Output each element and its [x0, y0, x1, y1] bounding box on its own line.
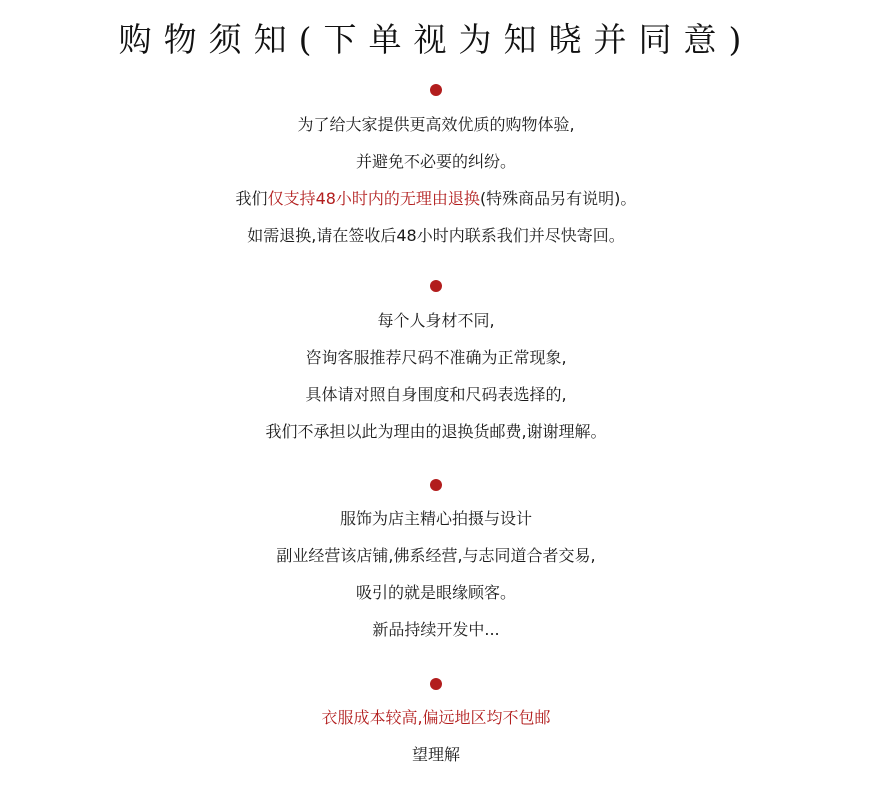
section-1-bullet-dot [430, 84, 442, 96]
section-3-line-4: 新品持续开发中... [372, 620, 500, 639]
section-2-bullet-dot [430, 280, 442, 292]
line-suffix: (特殊商品另有说明)。 [479, 189, 637, 208]
section-3-bullet-dot [430, 479, 442, 491]
section-1-line-4: 如需退换,请在签收后48小时内联系我们并尽快寄回。 [247, 226, 625, 245]
page-title: 购物须知(下单视为知晓并同意) [118, 20, 754, 59]
section-2-line-3: 具体请对照自身围度和尺码表选择的, [305, 385, 567, 404]
section-4-line-2: 望理解 [411, 745, 460, 764]
section-3-line-3: 吸引的就是眼缘顾客。 [355, 583, 516, 602]
line-prefix: 我们 [235, 189, 268, 208]
section-1-line-3 [0, 189, 872, 209]
shipping-notice-highlight: 衣服成本较高,偏远地区均不包邮 [321, 708, 551, 727]
section-2-line-4: 我们不承担以此为理由的退换货邮费,谢谢理解。 [265, 422, 607, 441]
section-2-line-2: 咨询客服推荐尺码不准确为正常现象, [305, 348, 567, 367]
section-4-bullet-dot [430, 678, 442, 690]
section-1-line-2: 并避免不必要的纠纷。 [355, 152, 516, 171]
section-2-line-1: 每个人身材不同, [377, 311, 495, 330]
section-3-line-1: 服饰为店主精心拍摄与设计 [339, 509, 532, 528]
section-1-line-1: 为了给大家提供更高效优质的购物体验, [297, 115, 575, 134]
section-3-line-2: 副业经营该店铺,佛系经营,与志同道合者交易, [276, 546, 596, 565]
refund-policy-highlight: 仅支持48小时内的无理由退换 [267, 189, 480, 208]
